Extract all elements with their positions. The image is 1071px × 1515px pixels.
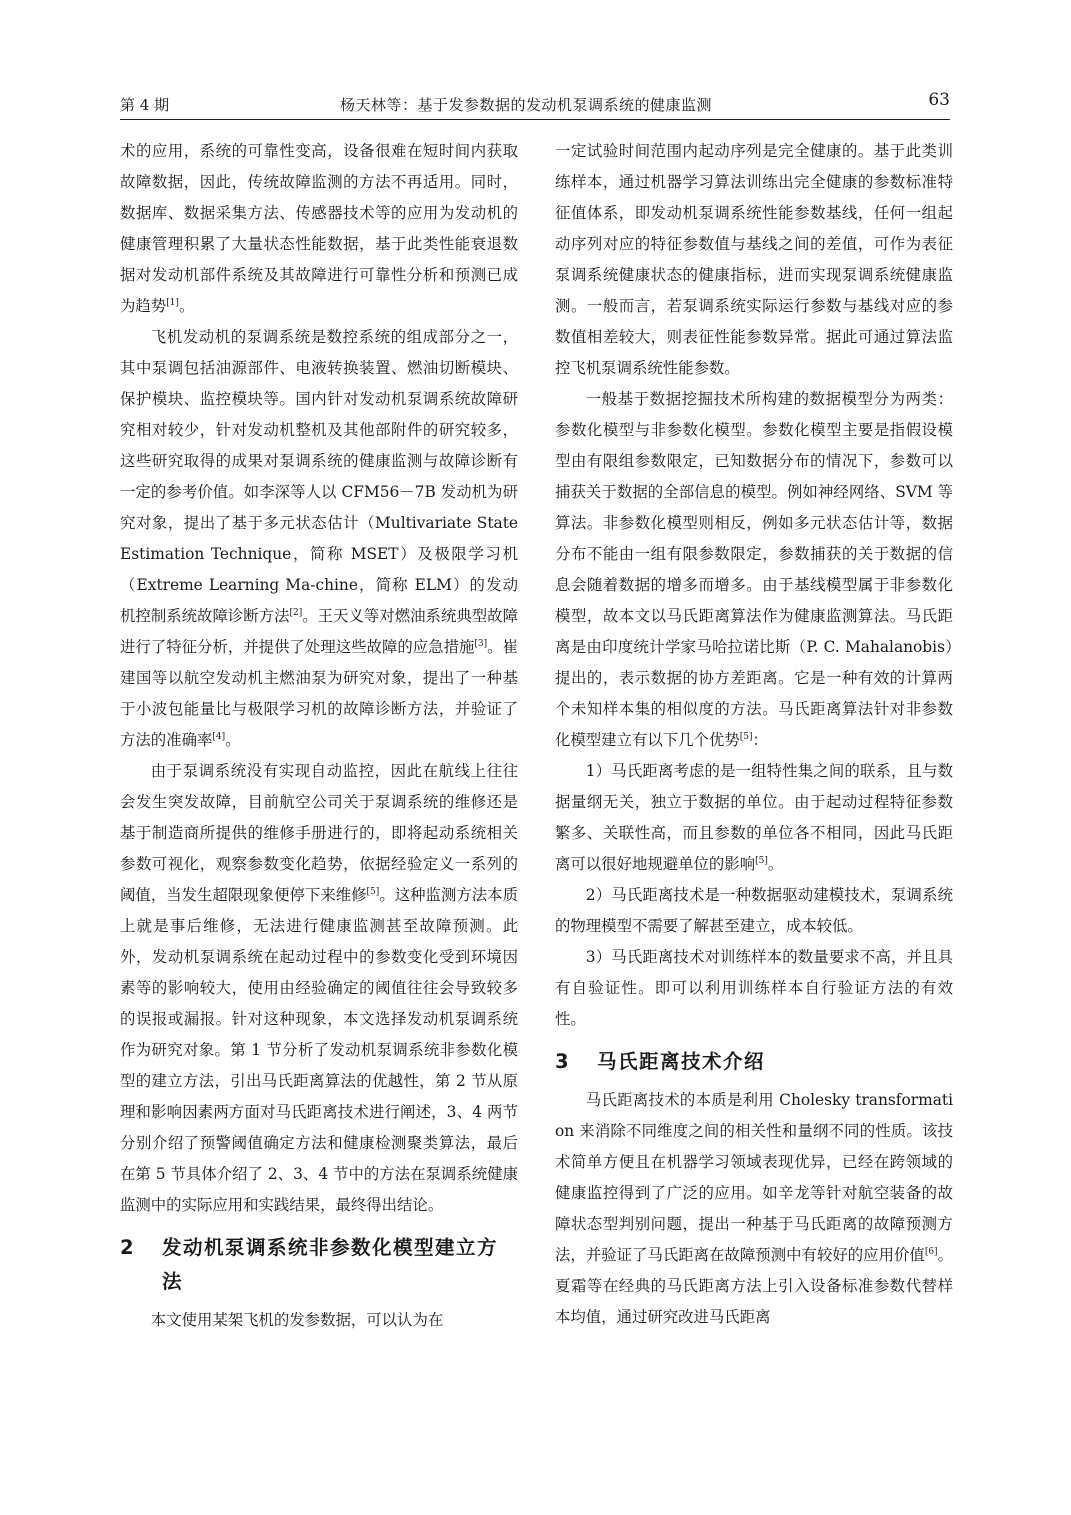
right-column [555,136,953,1333]
paragraph: 一般基于数据挖掘技术所构建的数据模型分为两类：参数化模型与非参数化模型。参数化模型主要是指假设模型由有限组参数限定，已知数据分布的情况下，参数可以捕获关于数据的全部信息的模型。例如神经网络、SVM 等算法。非参数化模型则相反，例如多元状态估计等，数据分布不能由一组有限参数限定，参数捕获的关于数据的信息会随着数据的增多而增多。由于基线模型属于非参数化模型，故本文以马氏距离算法作为健康监测算法。马氏距离是由印度统计学家马哈拉诺比斯（P. C. Mahalanobis）提出的，表示数据的协方差距离。它是一种有效的计算两个未知样本集的相似度的方法。马氏距离算法针对非参数化模型建立有以下几个优势[5]： [555,390,953,749]
section-heading-3 [555,1045,953,1079]
section-number: 2 [120,1236,136,1259]
section-heading-2 [120,1231,518,1299]
list-item: 2）马氏距离技术是一种数据驱动建模技术，泵调系统的物理模型不需要了解甚至建立，成本较低。 [555,886,953,935]
paragraph: 术的应用，系统的可靠性变高，设备很难在短时间内获取故障数据，因此，传统故障监测的方法不再适用。同时，数据库、数据采集方法、传感器技术等的应用为发动机的健康管理积累了大量状态性能数据，基于此类性能衰退数据对发动机部件系统及其故障进行可靠性分析和预测已成为趋势[1]。 [120,142,518,315]
left-column [120,136,518,1336]
citation[interactable]: [4] [212,731,226,742]
issue-number: 第 4 期 [120,96,170,114]
paragraph: 一定试验时间范围内起动序列是完全健康的。基于此类训练样本，通过机器学习算法训练出完全健康的参数标准特征值体系，即发动机泵调系统性能参数基线，任何一组起动序列对应的特征参数值与基线之间的差值，可作为表征泵调系统健康状态的健康指标，进而实现泵调系统健康监测。一般而言，若泵调系统实际运行参数与基线对应的参数值相差较大，则表征性能参数异常。据此可通过算法监控飞机泵调系统性能参数。 [555,142,953,377]
paragraph: 由于泵调系统没有实现自动监控，因此在航线上往往会发生突发故障，目前航空公司关于泵调系统的维修还是基于制造商所提供的维修手册进行的，即将起动系统相关参数可视化，观察参数变化趋势，依据经验定义一系列的阈值，当发生超限现象便停下来维修[5]。这种监测方法本质上就是事后维修，无法进行健康监测甚至故障预测。此外，发动机泵调系统在起动过程中的参数变化受到环境因素等的影响较大，使用由经验确定的阈值往往会导致较多的误报或漏报。针对这种现象，本文选择发动机泵调系统作为研究对象。第 1 节分析了发动机泵调系统非参数化模型的建立方法，引出马氏距离算法的优越性，第 2 节从原理和影响因素两方面对马氏距离技术进行阐述，3、4 两节分别介绍了预警阈值确定方法和健康检测聚类算法，最后在第 5 节具体介绍了 2、3、4 节中的方法在泵调系统健康监测中的实际应用和实践结果，最终得出结论。 [120,762,518,1214]
header-rule [120,119,950,120]
running-header [120,88,950,120]
citation[interactable]: [3] [474,638,488,649]
section-title: 发动机泵调系统非参数化模型建立方法 [162,1236,499,1293]
paragraph: 本文使用某架飞机的发参数据，可以认为在 [150,1311,444,1329]
page-number: 63 [928,90,950,110]
section-number: 3 [555,1050,571,1073]
citation[interactable]: [5] [755,855,768,866]
citation[interactable]: [5] [366,886,380,897]
paragraph: 马氏距离技术的本质是利用 Cholesky transformation 来消除不同维度之间的相关性和量纲不同的性质。该技术简单方便且在机器学习领域表现优异，已经在跨领域的健康监控得到了广泛的应用。如辛龙等针对航空装备的故障状态型判别问题，提出一种基于马氏距离的故障预测方法，并验证了马氏距离在故障预测中有较好的应用价值[6]。夏霜等在经典的马氏距离方法上引入设备标准参数代替样本均值，通过研究改进马氏距离 [555,1091,953,1326]
section-title: 马氏距离技术介绍 [597,1050,766,1073]
paragraph: 飞机发动机的泵调系统是数控系统的组成部分之一，其中泵调包括油源部件、电液转换装置、燃油切断模块、保护模块、监控模块等。国内针对发动机泵调系统故障研究相对较少，针对发动机整机及其他部附件的研究较多，这些研究取得的成果对泵调系统的健康监测与故障诊断有一定的参考价值。如李深等人以 CFM56－7B 发动机为研究对象，提出了基于多元状态估计（Multivariate State Estimation Technique，简称 MSET）及极限学习机（Extreme Learning Ma-chine，简称 ELM）的发动机控制系统故障诊断方法[2]。王天义等对燃油系统典型故障进行了特征分析，并提供了处理这些故障的应急措施[3]。崔建国等以航空发动机主燃油泵为研究对象，提出了一种基于小波包能量比与极限学习机的故障诊断方法，并验证了方法的准确率[4]。 [120,328,518,749]
list-item: 3）马氏距离技术对训练样本的数量要求不高，并且具有自验证性。即可以利用训练样本自行验证方法的有效性。 [555,948,953,1028]
citation[interactable]: [5] [739,731,753,742]
citation[interactable]: [2] [289,607,303,618]
citation[interactable]: [1] [166,297,179,308]
running-title: 杨天林等：基于发参数据的发动机泵调系统的健康监测 [340,96,713,114]
list-item: 1）马氏距离考虑的是一组特性集之间的联系，且与数据量纲无关，独立于数据的单位。由于起动过程特征参数繁多、关联性高，而且参数的单位各不相同，因此马氏距离可以很好地规避单位的影响[5]。 [555,762,953,873]
citation[interactable]: [6] [924,1246,938,1257]
